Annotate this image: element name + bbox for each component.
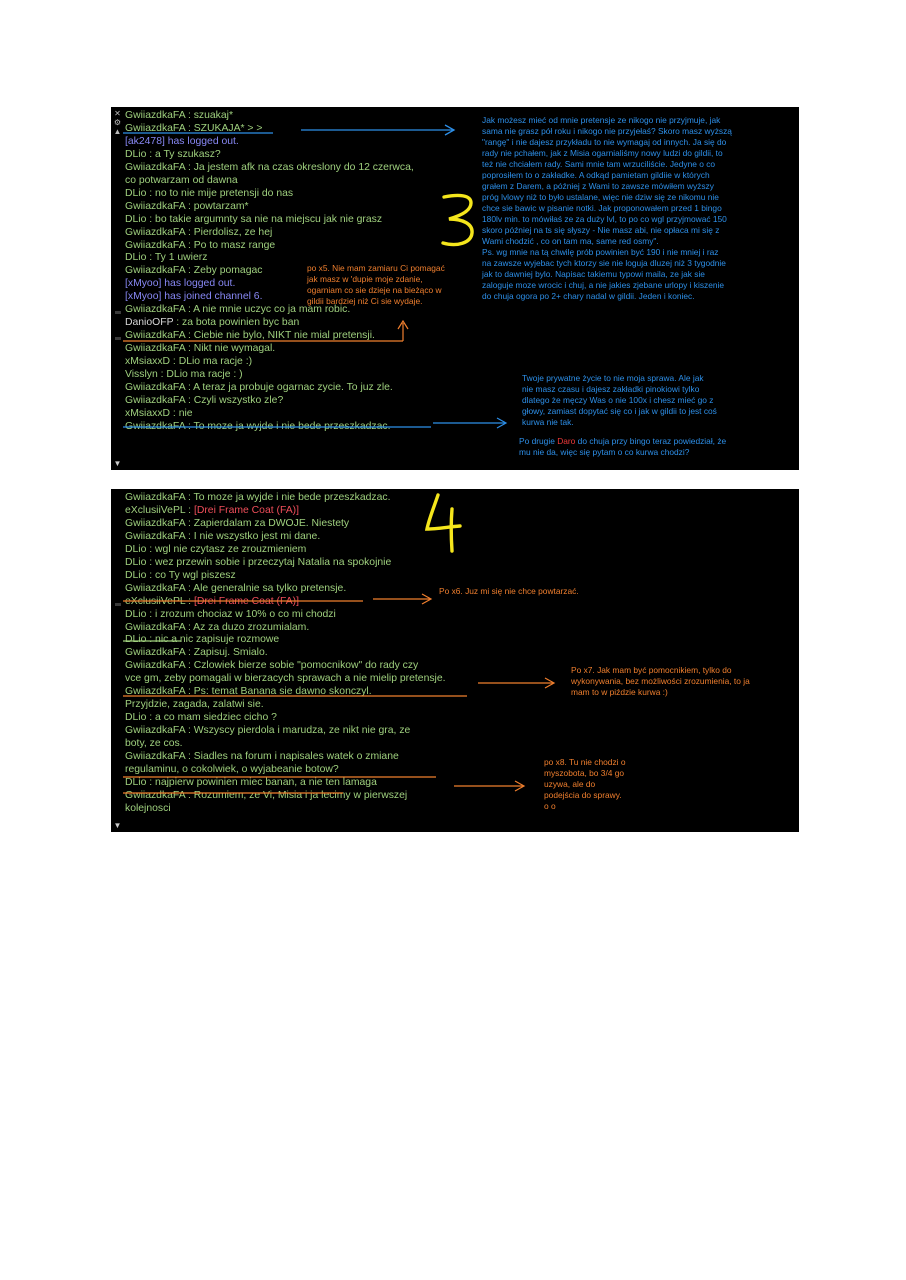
chat-line bbox=[125, 505, 446, 518]
chat-line bbox=[125, 712, 446, 725]
chat-speaker[interactable]: GwiiazdkaFA bbox=[125, 660, 186, 672]
chat-speaker[interactable]: DLio bbox=[125, 148, 147, 160]
annotation-blue-main: Jak możesz mieć od mnie pretensje ze nikogo nie przyjmuje, jak sama nie grasz pół roku i nikogo nie przyjełaś? Skoro masz wyższą "rangę" i nie dajesz przykładu to nie wymagaj od innych. Ja się do rady nie pchałem, jak z Misia ogarnialiśmy nowy ludzi do gildii, to też nie chciałem rady. Sami mnie tam wrzuciliście. Jedyne o co poprosiłem to o zakładke. A odkąd pamietam gildiie w których grałem z Darem, a później z Wami to zawsze mówiłem wyższy próg lvlowy niż to było ustalane, więc nie dziw się ze nikomu nie chce sie bawic w pisanie notki. Jak proponowałem przed 1 bingo 180lv min. to mówiłaś ze za duży lvl, to po co wgl przyjmować 150 skoro później na ts się słyszy - Nie masz abi, nie opłaca mi się z Wami chodzić , co on tam ma, same red osmy". Ps. wg mnie na tą chwilę prób powinien być 190 i nie mniej i raz na zawsze wyjebac tych ktorzy sie nie loguja dluzej niż 3 tygodnie jak to dawniej bylo. Napisac takiemu typowi maila, ze jak sie zaloguje moze wrocic i chuj, a nie jakies zjebane urlopy i kiszenie do chuja ogora po 2+ chary nadal w gildii. Jeden i koniec. bbox=[482, 115, 732, 301]
chat-speaker[interactable]: xMsiaxxD bbox=[125, 407, 171, 419]
chat-line bbox=[125, 227, 414, 240]
chat-separator: : bbox=[185, 789, 194, 801]
chat-speaker[interactable]: GwiiazdkaFA bbox=[125, 304, 186, 316]
chat-separator: : bbox=[146, 187, 156, 199]
chat-line bbox=[125, 531, 446, 544]
chat-line bbox=[125, 777, 446, 790]
chat-line bbox=[125, 382, 414, 395]
chat-speaker[interactable]: GwiiazdkaFA bbox=[125, 420, 186, 432]
chat-speaker[interactable]: GwiiazdkaFA bbox=[125, 530, 186, 542]
chat-speaker[interactable]: GwiiazdkaFA bbox=[125, 686, 186, 698]
scroll-marker bbox=[115, 603, 121, 606]
chat-separator: : bbox=[185, 595, 194, 607]
chat-message: wez przewin sobie i przeczytaj Natalia na spokojnie bbox=[155, 556, 392, 568]
chat-speaker[interactable]: DLio bbox=[125, 543, 147, 555]
chat-speaker[interactable]: GwiiazdkaFA bbox=[125, 330, 186, 342]
chat-speaker[interactable]: GwiiazdkaFA bbox=[125, 226, 186, 238]
scroll-marker bbox=[115, 311, 121, 314]
chat-line-continuation: regulaminu, o cokolwiek, o wyjabeanie botow? bbox=[125, 764, 339, 776]
chat-message: I nie wszystko jest mi dane. bbox=[193, 530, 321, 542]
chat-speaker[interactable]: GwiiazdkaFA bbox=[125, 517, 186, 529]
close-icon[interactable]: ✕ bbox=[114, 109, 121, 118]
chat-message: bo takie argumnty sa nie na miejscu jak nie grasz bbox=[155, 213, 383, 225]
chat-separator: : bbox=[185, 686, 194, 698]
chat-message: DLio ma racje : ) bbox=[166, 369, 243, 381]
chat-separator: : bbox=[146, 608, 156, 620]
chat-line-continuation: boty, ze cos. bbox=[125, 738, 183, 750]
chat-line-continuation: kolejnosci bbox=[125, 802, 171, 814]
chat-line bbox=[125, 356, 414, 369]
chat-line bbox=[125, 188, 414, 201]
chat-line bbox=[125, 634, 446, 647]
chat-line bbox=[125, 557, 446, 570]
annotation-blue-third bbox=[519, 436, 726, 458]
chat-line bbox=[125, 201, 414, 214]
arrow-head bbox=[545, 678, 554, 688]
chat-separator: : bbox=[185, 492, 194, 503]
chat-message: A teraz ja probuje ogarnac zycie. To juz zle. bbox=[193, 382, 393, 394]
chat-line bbox=[125, 609, 446, 622]
chat-message: Zapisuj. Smialo. bbox=[193, 647, 268, 659]
chat-message: Po to masz range bbox=[193, 239, 276, 251]
chat-screenshot-1 bbox=[111, 107, 799, 470]
chat-speaker[interactable]: GwiiazdkaFA bbox=[125, 110, 186, 121]
chat-separator: : bbox=[185, 621, 194, 633]
chat-separator: : bbox=[170, 407, 179, 419]
chat-message: To moze ja wyjde i nie bede przeszkadzac. bbox=[193, 492, 391, 503]
chat-message: nie bbox=[178, 407, 193, 419]
chat-line bbox=[125, 544, 446, 557]
arrow-head bbox=[515, 781, 524, 791]
chat-separator: : bbox=[146, 712, 156, 724]
chat-separator: : bbox=[185, 660, 194, 672]
chat-speaker[interactable]: DLio bbox=[125, 712, 147, 724]
chat-separator: : bbox=[185, 226, 194, 238]
chat-separator: : bbox=[185, 725, 194, 737]
chat-speaker[interactable]: eXclusiiVePL bbox=[125, 595, 186, 607]
annotation-highlight: Daro bbox=[557, 436, 576, 446]
chat-speaker[interactable]: GwiiazdkaFA bbox=[125, 751, 186, 763]
number-4-drawing bbox=[424, 491, 464, 555]
chat-separator: : bbox=[185, 420, 194, 432]
chat-separator: : bbox=[185, 265, 194, 277]
chat-message: no to nie mije pretensji do nas bbox=[155, 187, 294, 199]
chat-message: za bota powinien byc ban bbox=[182, 317, 300, 329]
chat-speaker[interactable]: GwiiazdkaFA bbox=[125, 647, 186, 659]
annotation-text: do chuja przy bingo teraz powiedział, że mu nie da, więc się pytam o co kurwa chodzi? bbox=[519, 436, 727, 457]
chat-line-continuation: Przyjdzie, zagada, zalatwi sie. bbox=[125, 699, 264, 711]
chat-line bbox=[125, 421, 414, 434]
chat-line bbox=[125, 110, 414, 123]
chat-item-link[interactable]: [Drei Frame Coat (FA)] bbox=[193, 595, 300, 607]
chat-separator: : bbox=[157, 369, 167, 381]
chat-speaker[interactable]: GwiiazdkaFA bbox=[125, 200, 186, 212]
chat-separator: : bbox=[185, 582, 194, 594]
chat-message: Ale generalnie sa tylko pretensje. bbox=[193, 582, 347, 594]
annotation-blue-second: Twoje prywatne życie to nie moja sprawa. Ale jak nie masz czasu i dajesz zakładki pinokiowi tylko dlatego że męczy Was o nie 100x i chesz mieć go z głowy, zamiast dopytać się co i jak w gildii to jest coś kurwa nie tak. bbox=[522, 373, 717, 427]
chat-line bbox=[125, 214, 414, 227]
scroll-down-icon[interactable]: ▼ bbox=[113, 821, 122, 830]
chat-line bbox=[125, 596, 446, 609]
chat-message: a Ty szukasz? bbox=[155, 148, 221, 160]
chat-separator: : bbox=[185, 394, 194, 406]
number-3-drawing bbox=[441, 193, 475, 249]
chat-line bbox=[125, 725, 446, 738]
chat-speaker[interactable]: GwiiazdkaFA bbox=[125, 394, 186, 406]
chat-message: Siadles na forum i napisales watek o zmiane bbox=[193, 751, 399, 763]
chat-separator: : bbox=[185, 647, 194, 659]
chat-line bbox=[125, 518, 446, 531]
chat-separator: : bbox=[185, 200, 194, 212]
handwritten-number-3 bbox=[441, 193, 475, 254]
chat-message: A nie mnie uczyc co ja mam robic. bbox=[193, 304, 351, 316]
chat-separator: : bbox=[185, 517, 194, 529]
chat-speaker[interactable]: GwiiazdkaFA bbox=[125, 789, 186, 801]
chat-log bbox=[125, 492, 446, 816]
gear-icon[interactable]: ⚙ bbox=[113, 118, 122, 127]
chat-message: Az za duzo zrozumialam. bbox=[193, 621, 310, 633]
chat-line bbox=[125, 622, 446, 635]
arrow-head bbox=[497, 418, 506, 428]
chat-message: Ty 1 uwierz bbox=[154, 252, 208, 264]
chat-system-line: [ak2478] has logged out. bbox=[125, 135, 239, 147]
chat-line bbox=[125, 790, 446, 803]
chat-message: Zapierdalam za DWOJE. Niestety bbox=[193, 517, 350, 529]
chat-message: wgl nie czytasz ze zrouzmieniem bbox=[155, 543, 307, 555]
chat-message: To moze ja wyjde i nie bede przeszkadzac. bbox=[193, 420, 391, 432]
chat-line bbox=[125, 395, 414, 408]
chat-message: Ja jestem afk na czas okreslony do 12 czerwca, bbox=[193, 161, 414, 173]
chat-line bbox=[125, 330, 414, 343]
chat-line-continuation: co potwarzam od dawna bbox=[125, 174, 238, 186]
chat-speaker[interactable]: DLio bbox=[125, 776, 147, 788]
chat-screenshot-2 bbox=[111, 489, 799, 832]
chat-separator: : bbox=[185, 161, 194, 173]
chat-separator: : bbox=[185, 530, 194, 542]
chat-speaker[interactable]: GwiiazdkaFA bbox=[125, 239, 186, 251]
chat-separator: : bbox=[185, 343, 194, 355]
chat-speaker[interactable]: xMsiaxxD bbox=[125, 356, 171, 368]
annotation-orange-x5: po x5. Nie mam zamiaru Ci pomagać jak masz w 'dupie moje zdanie, ogarniam co sie dzieje na bieżąco w gildii bardziej niż Ci sie wydaje. bbox=[307, 263, 445, 306]
chat-separator: : bbox=[146, 543, 156, 555]
chat-speaker[interactable]: GwiiazdkaFA bbox=[125, 122, 186, 134]
chat-message: Ps: temat Banana sie dawno skonczyl. bbox=[193, 686, 372, 698]
annotation-orange-x6: Po x6. Juz mi się nie chce powtarzać. bbox=[439, 586, 579, 596]
chat-message: powtarzam* bbox=[193, 200, 249, 212]
chat-speaker[interactable]: DLio bbox=[125, 187, 147, 199]
chat-line-continuation: vce gm, zeby pomagali w bierzacych sprawach a nie mielip pretensje. bbox=[125, 673, 446, 685]
chat-speaker[interactable]: DLio bbox=[125, 213, 147, 225]
chat-message: co Ty wgl piszesz bbox=[155, 569, 236, 581]
chat-speaker[interactable]: eXclusiiVePL bbox=[125, 504, 186, 516]
chat-message: a co mam siedziec cicho ? bbox=[155, 712, 277, 724]
chat-speaker[interactable]: GwiiazdkaFA bbox=[125, 265, 186, 277]
chat-separator: : bbox=[146, 556, 156, 568]
annotation-text: Po drugie bbox=[519, 436, 558, 446]
chat-message: i zrozum chociaz w 10% o co mi chodzi bbox=[155, 608, 336, 620]
chat-message: Zeby pomagac bbox=[193, 265, 263, 277]
chat-line bbox=[125, 123, 414, 136]
chat-message: Nikt nie wymagal. bbox=[193, 343, 276, 355]
chat-line bbox=[125, 369, 414, 382]
chat-message: DLio ma racje :) bbox=[178, 356, 253, 368]
chat-separator: : bbox=[185, 122, 194, 134]
chat-separator: : bbox=[170, 356, 179, 368]
chat-speaker[interactable]: GwiiazdkaFA bbox=[125, 725, 186, 737]
scroll-marker bbox=[115, 337, 121, 340]
arrow-head bbox=[445, 125, 454, 135]
chat-message: Pierdolisz, ze hej bbox=[193, 226, 273, 238]
chat-message: SZUKAJA* > > bbox=[193, 122, 263, 134]
annotation-orange-x7: Po x7. Jak mam być pomocnikiem, tylko do wykonywania, bez możliwości zrozumienia, to ja mam to w piździe kurwa :) bbox=[571, 665, 750, 697]
chat-speaker[interactable]: Visslyn bbox=[125, 369, 158, 381]
chat-separator: : bbox=[185, 504, 194, 516]
chat-line bbox=[125, 751, 446, 764]
chat-line bbox=[125, 317, 414, 330]
chat-line bbox=[125, 149, 414, 162]
chat-line bbox=[125, 343, 414, 356]
chat-line bbox=[125, 647, 446, 660]
chat-separator: : bbox=[146, 776, 156, 788]
chat-speaker[interactable]: DLio bbox=[125, 569, 147, 581]
chat-separator: : bbox=[185, 330, 194, 342]
chat-speaker[interactable]: DLio bbox=[125, 556, 147, 568]
chat-separator: : bbox=[146, 148, 156, 160]
chat-separator: : bbox=[173, 317, 182, 329]
chat-message: Czyli wszystko zle? bbox=[193, 394, 284, 406]
chat-speaker[interactable]: GwiiazdkaFA bbox=[125, 582, 186, 594]
chat-speaker[interactable]: DanioOFP bbox=[125, 317, 174, 329]
chat-message: Wszyscy pierdola i marudza, ze nikt nie gra, ze bbox=[193, 725, 411, 737]
chat-speaker[interactable]: DLio bbox=[125, 608, 147, 620]
chat-line bbox=[125, 162, 414, 175]
chat-speaker[interactable]: DLio bbox=[125, 634, 147, 646]
chat-message: szuakaj* bbox=[193, 110, 234, 121]
chat-separator: : bbox=[185, 382, 194, 394]
chat-speaker[interactable]: GwiiazdkaFA bbox=[125, 161, 186, 173]
handwritten-number-4 bbox=[424, 491, 464, 560]
chat-system-line: [xMyoo] has logged out. bbox=[125, 278, 236, 290]
chat-line bbox=[125, 686, 446, 699]
chat-item-link[interactable]: [Drei Frame Coat (FA)] bbox=[193, 504, 300, 516]
chat-separator: : bbox=[185, 751, 194, 763]
chat-separator: : bbox=[146, 252, 155, 264]
chat-controls bbox=[113, 109, 122, 136]
chat-line bbox=[125, 583, 446, 596]
chat-line bbox=[125, 408, 414, 421]
chat-separator: : bbox=[185, 304, 194, 316]
chat-speaker[interactable]: GwiiazdkaFA bbox=[125, 382, 186, 394]
chat-speaker[interactable]: GwiiazdkaFA bbox=[125, 343, 186, 355]
scroll-down-icon[interactable]: ▼ bbox=[113, 459, 122, 468]
chat-line bbox=[125, 660, 446, 673]
chat-speaker[interactable]: DLio bbox=[125, 252, 147, 264]
chat-message: Rozumiem, ze Vi, Misia i ja lecimy w pierwszej bbox=[193, 789, 408, 801]
chat-speaker[interactable]: GwiiazdkaFA bbox=[125, 492, 186, 503]
chat-line bbox=[125, 492, 446, 505]
chat-system-line: [xMyoo] has joined channel 6. bbox=[125, 291, 263, 303]
chat-separator: : bbox=[146, 213, 156, 225]
chat-separator: : bbox=[146, 634, 156, 646]
chat-message: Czlowiek bierze sobie "pomocnikow" do rady czy bbox=[193, 660, 419, 672]
chat-message: Ciebie nie bylo, NIKT nie mial pretensji. bbox=[193, 330, 375, 342]
scroll-up-icon[interactable]: ▲ bbox=[113, 127, 122, 136]
chat-message: najpierw powinien miec banan, a nie ten lamaga bbox=[155, 776, 377, 788]
chat-speaker[interactable]: GwiiazdkaFA bbox=[125, 621, 186, 633]
chat-line bbox=[125, 570, 446, 583]
chat-line bbox=[125, 240, 414, 253]
chat-separator: : bbox=[185, 110, 194, 121]
annotation-orange-x8: po x8. Tu nie chodzi o myszobota, bo 3/4 go uzywa, ale do podejścia do sprawy. o o bbox=[544, 757, 626, 811]
chat-message: nic a nic zapisuje rozmowe bbox=[155, 634, 280, 646]
chat-separator: : bbox=[146, 569, 156, 581]
chat-separator: : bbox=[185, 239, 194, 251]
